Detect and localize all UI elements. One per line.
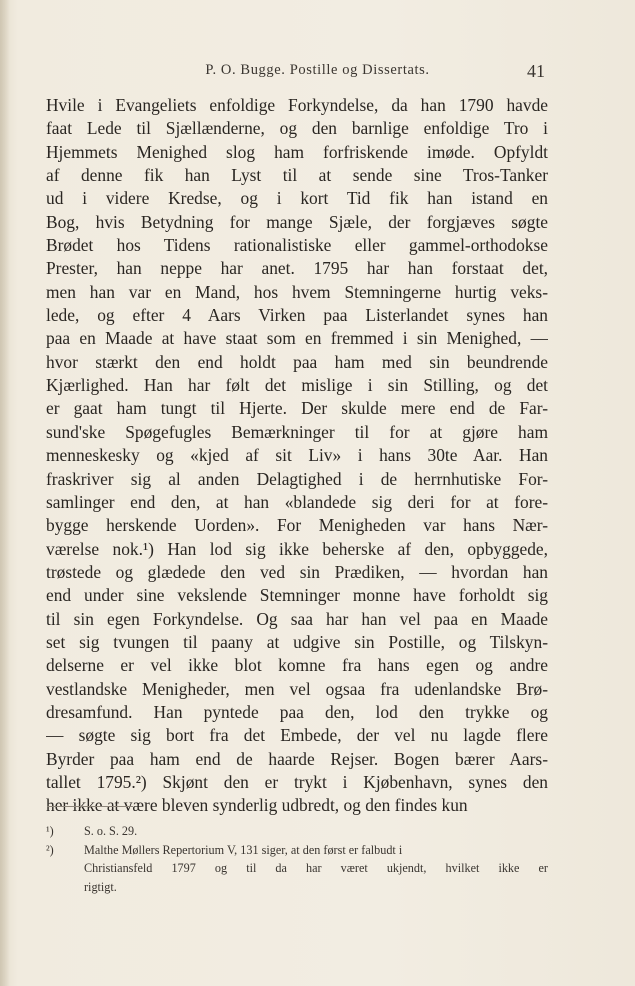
spine-shadow [0, 0, 10, 986]
footnote-line [46, 822, 548, 841]
text-line: Hjemmets Menighed slog ham forfriskende imøde. Opfyldt [46, 141, 548, 162]
footnote-text: Malthe Møllers Repertorium V, 131 siger, at den først er falbudt i [84, 842, 403, 857]
footnote-line: Christiansfeld 1797 og til da har været ukjendt, hvilket ikke er [84, 861, 548, 876]
text-line: men han var en Mand, hos hvem Stemningerne hurtig veks- [46, 281, 548, 302]
text-line: Bog, hvis Betydning for mange Sjæle, der forgjæves søgte [46, 211, 548, 232]
body-text [46, 94, 548, 818]
text-line: bygge herskende Uorden». For Menigheden var hans Nær- [46, 515, 548, 536]
text-line: menneskesky og «kjed af sit Liv» i hans 30te Aar. Han [46, 445, 548, 466]
text-line: Brødet hos Tidens rationalistiske eller gammel-orthodokse [46, 235, 548, 256]
running-head [0, 62, 635, 84]
text-line: delserne er vel ikke blot komne fra hans egen og andre [46, 655, 548, 676]
text-line: af denne fik han Lyst til at sende sine Tros-Tanker [46, 165, 548, 186]
footnote-line [46, 841, 548, 860]
footnote-line: rigtigt. [84, 879, 117, 894]
text-line: værelse nok.¹) Han lod sig ikke beherske af den, opbyggede, [46, 538, 548, 559]
text-line: Prester, han neppe har anet. 1795 har han forstaat det, [46, 258, 548, 279]
text-line: samlinger end den, at han «blandede sig deri for at fore- [46, 491, 548, 512]
footnote-marker: ²) [46, 842, 54, 857]
text-line: til sin egen Forkyndelse. Og saa har han vel paa en Maade [46, 608, 548, 629]
text-line: Kjærlighed. Han har følt det mislige i sin Stilling, og det [46, 375, 548, 396]
footnote-marker: ¹) [46, 824, 54, 838]
text-line: faat Lede til Sjællænderne, og den barnlige enfoldige Tro i [46, 118, 548, 139]
text-line: vestlandske Menigheder, men vel ogsaa fra udenlandske Brø- [46, 678, 548, 699]
text-line: paa en Maade at have staat som en fremmed i sin Menighed, — [46, 328, 548, 349]
running-title: P. O. Bugge. Postille og Dissertats. [205, 62, 430, 78]
page-number: 41 [527, 61, 545, 81]
footnotes [46, 822, 548, 896]
text-line: sund'ske Spøgefugles Bemærkninger til for at gjøre ham [46, 421, 548, 442]
text-line: end under sine vekslende Stemninger monne have forholdt sig [46, 585, 548, 606]
text-line: lede, og efter 4 Aars Virken paa Listerlandet synes han [46, 305, 548, 326]
text-line: ud i videre Kredse, og i kort Tid fik han istand en [46, 188, 548, 209]
text-line: hvor stærkt den end holdt paa ham med sin beundrende [46, 351, 548, 372]
text-line: — søgte sig bort fra det Embede, der vel nu lagde flere [46, 725, 548, 746]
text-line: Hvile i Evangeliets enfoldige Forkyndelse, da han 1790 havde [46, 95, 548, 115]
text-line: er gaat ham tungt til Hjerte. Der skulde mere end de Far- [46, 398, 548, 419]
text-line: tallet 1795.²) Skjønt den er trykt i Kjøbenhavn, synes den [46, 771, 548, 792]
text-line: her ikke at være bleven synderlig udbredt, og den findes kun [46, 795, 468, 816]
text-line: Byrder paa ham end de haarde Rejser. Bogen bærer Aars- [46, 748, 548, 769]
text-line: set sig tvungen til paany at udgive sin Postille, og Tilskyn- [46, 631, 548, 652]
text-line: trøstede og glædede den ved sin Prædiken, — hvordan han [46, 561, 548, 582]
footnote-rule [47, 806, 133, 807]
text-line: dresamfund. Han pyntede paa den, lod den trykke og [46, 701, 548, 722]
footnote-text: S. o. S. 29. [84, 824, 138, 838]
text-line: fraskriver sig al anden Delagtighed i de herrnhutiske For- [46, 468, 548, 489]
